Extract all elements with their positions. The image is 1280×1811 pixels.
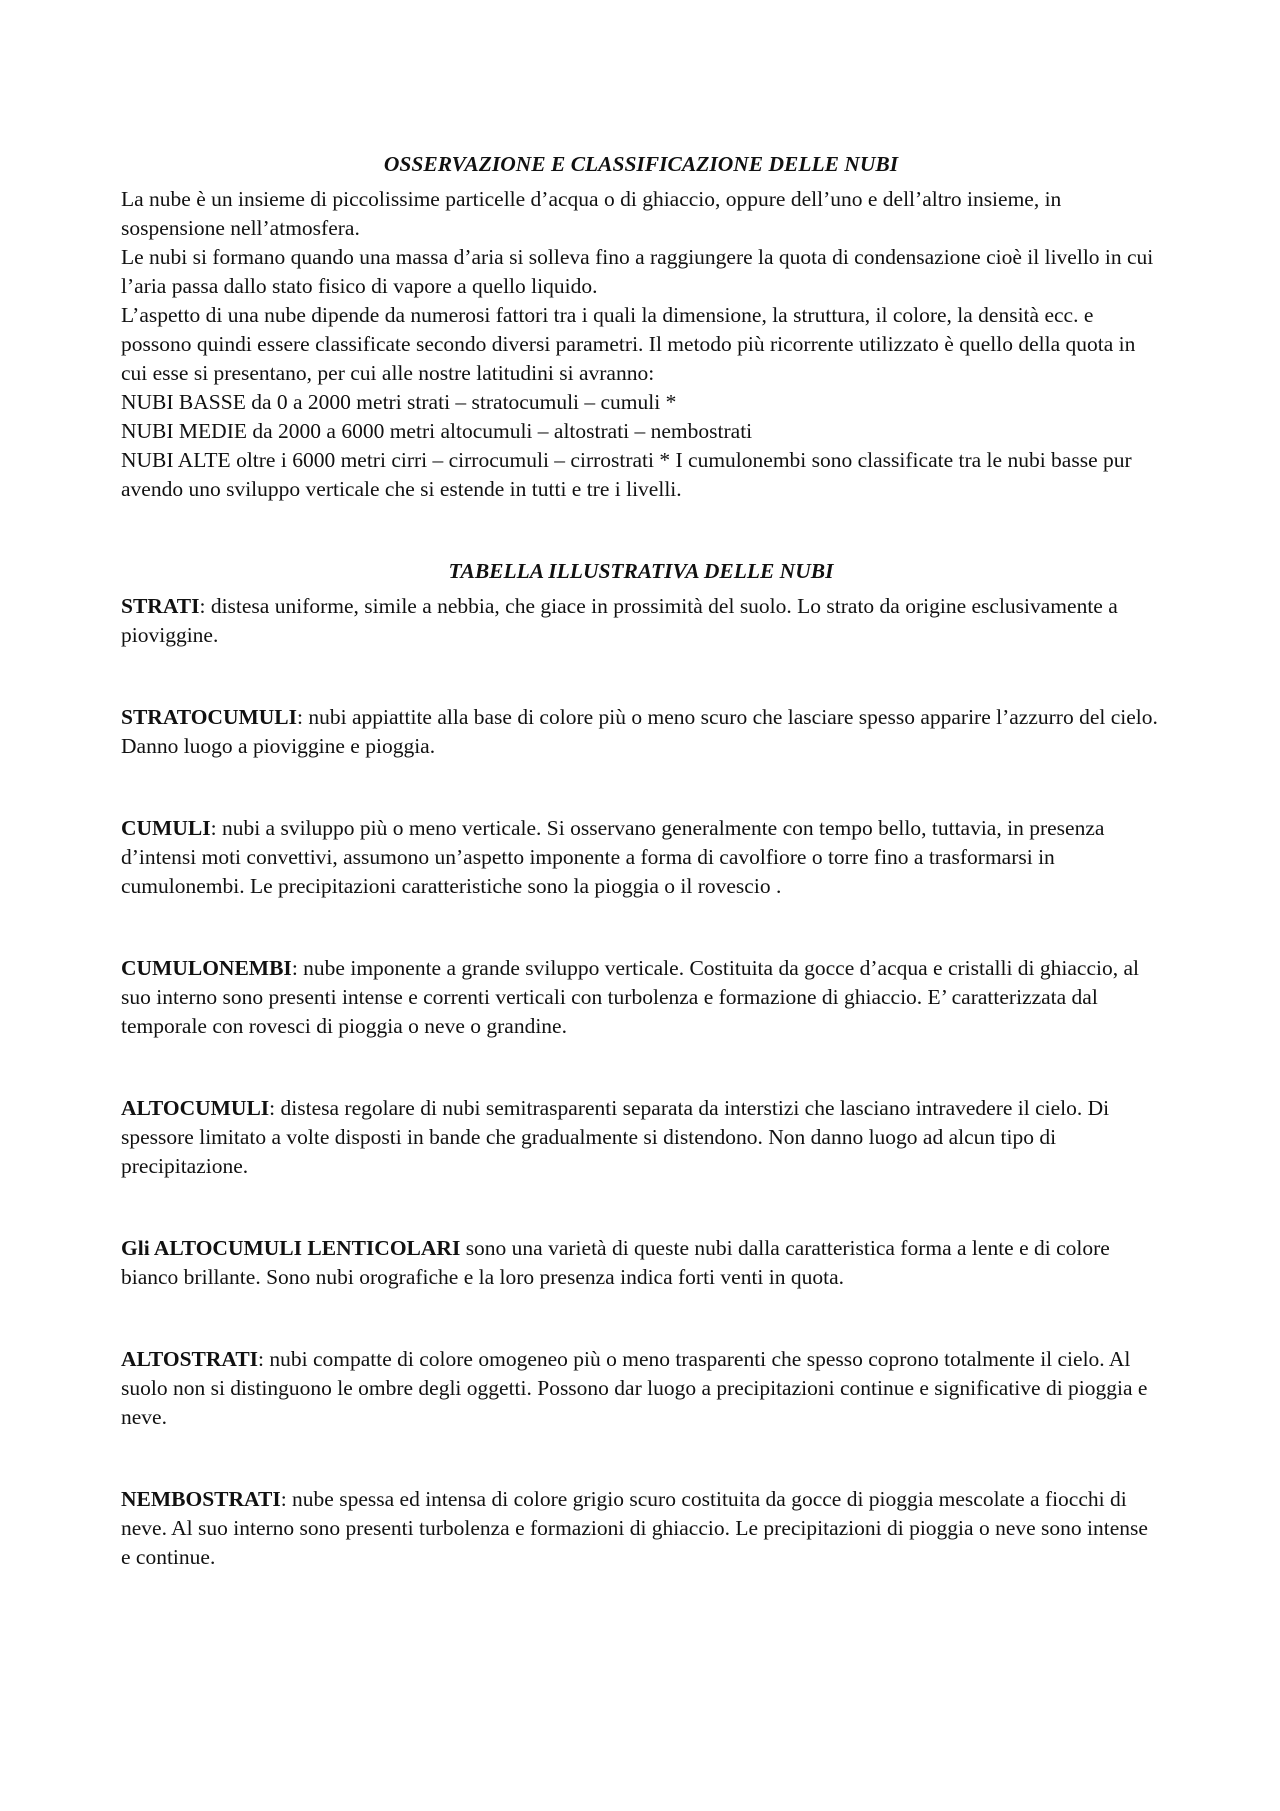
entry-text: nubi appiattite alla base di colore più o meno scuro che lasciare spesso apparire l’azzurro del cielo. Danno luogo a pioviggine e pioggia. [121, 705, 1158, 758]
entry-term: CUMULI [121, 816, 211, 840]
entry-text: nubi a sviluppo più o meno verticale. Si osservano generalmente con tempo bello, tuttavia, in presenza d’intensi moti convettivi, assumono un’aspetto imponente a forma di cavolfiore o torre fino a trasformarsi in cumulonembi. Le precipitazioni caratteristiche sono la pioggia o il rovescio . [121, 816, 1105, 898]
entry-separator: : [291, 956, 304, 980]
entry-text: nubi compatte di colore omogeneo più o meno trasparenti che spesso coprono totalmente il cielo. Al suolo non si distinguono le ombre degli oggetti. Possono dar luogo a precipitazioni continue e significative di pioggia e neve. [121, 1347, 1148, 1429]
intro-paragraph-formation: Le nubi si formano quando una massa d’aria si solleva fino a raggiungere la quota di condensazione cioè il livello in cui l’aria passa dallo stato fisico di vapore a quello liquido. [121, 245, 1154, 298]
table-title: TABELLA ILLUSTRATIVA DELLE NUBI [448, 559, 834, 583]
entry-cumulonembi [121, 954, 1161, 1041]
entry-text: distesa regolare di nubi semitrasparenti separata da interstizi che lasciano intravedere il cielo. Di spessore limitato a volte disposti in bande che gradualmente si distendono. Non danno luogo ad alcun tipo di precipitazione. [121, 1096, 1110, 1178]
page-title: OSSERVAZIONE E CLASSIFICAZIONE DELLE NUBI [383, 152, 899, 176]
entry-text: nube spessa ed intensa di colore grigio scuro costituita da gocce di pioggia mescolate a fiocchi di neve. Al suo interno sono presenti turbolenza e formazioni di ghiaccio. Le precipitazioni di pioggia o neve sono intense e continue. [121, 1487, 1148, 1569]
entry-text: nube imponente a grande sviluppo verticale. Costituita da gocce d’acqua e cristalli di ghiaccio, al suo interno sono presenti intense e correnti verticali con turbolenza e formazione di ghiaccio. E’ caratterizzata dal temporale con rovesci di pioggia o neve o grandine. [121, 956, 1139, 1038]
entry-stratocumuli [121, 703, 1161, 761]
entry-nembostrati [121, 1485, 1161, 1572]
intro-paragraph-classification: L’aspetto di una nube dipende da numerosi fattori tra i quali la dimensione, la struttura, il colore, la densità ecc. e possono quindi essere classificate secondo diversi parametri. Il metodo più ricorrente utilizzato è quello della quota in cui esse si presentano, per cui alle nostre latitudini si avranno: [121, 303, 1136, 385]
entry-term: STRATI [121, 594, 200, 618]
entry-separator: : [199, 594, 211, 618]
entry-term: STRATOCUMULI [121, 705, 298, 729]
entry-cumuli [121, 814, 1161, 901]
entry-term: Gli ALTOCUMULI LENTICOLARI [121, 1236, 461, 1260]
entry-separator: : [297, 705, 309, 729]
entry-strati [121, 592, 1161, 650]
intro-line-mid-clouds: NUBI MEDIE da 2000 a 6000 metri altocumuli – altostrati – nembostrati [121, 419, 753, 443]
entry-term: NEMBOSTRATI [121, 1487, 281, 1511]
entry-altocumuli [121, 1094, 1161, 1181]
cloud-entries [121, 592, 1161, 1572]
entry-term: CUMULONEMBI [121, 956, 292, 980]
intro-line-high-clouds: NUBI ALTE oltre i 6000 metri cirri – cirrocumuli – cirrostrati * I cumulonembi sono classificate tra le nubi basse pur avendo uno sviluppo verticale che si estende in tutti e tre i livelli. [121, 448, 1132, 501]
entry-term: ALTOCUMULI [121, 1096, 270, 1120]
entry-altostrati [121, 1345, 1161, 1432]
document-page [121, 150, 1161, 1572]
intro-paragraph-definition: La nube è un insieme di piccolissime particelle d’acqua o di ghiaccio, oppure dell’uno e dell’altro insieme, in sospensione nell’atmosfera. [121, 187, 1062, 240]
entry-text: distesa uniforme, simile a nebbia, che giace in prossimità del suolo. Lo strato da origine esclusivamente a pioviggine. [121, 594, 1118, 647]
entry-separator: : [258, 1347, 270, 1371]
entry-separator: : [269, 1096, 281, 1120]
entry-separator: : [210, 816, 222, 840]
entry-term: ALTOSTRATI [121, 1347, 259, 1371]
entry-separator: : [280, 1487, 293, 1511]
entry-altocumuli-lenticolari [121, 1234, 1161, 1292]
entry-text: sono una varietà di queste nubi dalla caratteristica forma a lente e di colore bianco brillante. Sono nubi orografiche e la loro presenza indica forti venti in quota. [121, 1236, 1110, 1289]
intro-line-low-clouds: NUBI BASSE da 0 a 2000 metri strati – stratocumuli – cumuli * [121, 390, 677, 414]
